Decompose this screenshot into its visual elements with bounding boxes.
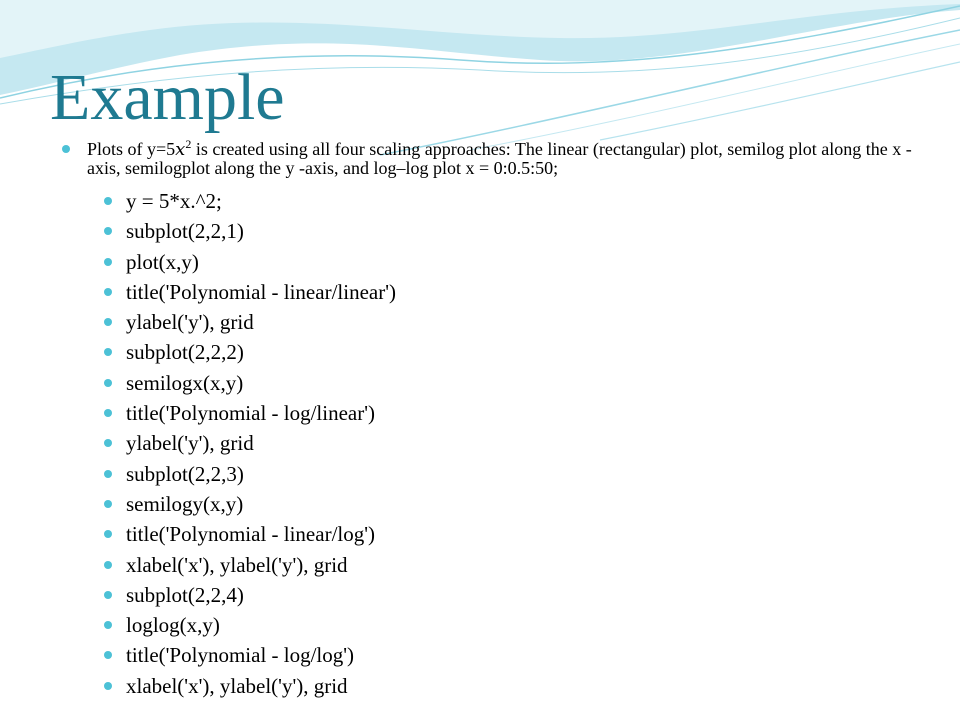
bullet-icon <box>104 682 112 690</box>
code-line: subplot(2,2,3) <box>126 461 244 486</box>
bullet-icon <box>104 651 112 659</box>
bullet-icon <box>104 621 112 629</box>
code-line: xlabel('x'), ylabel('y'), grid <box>126 552 348 577</box>
bullet-icon <box>104 561 112 569</box>
code-line: loglog(x,y) <box>126 613 220 638</box>
code-line: semilogx(x,y) <box>126 370 244 395</box>
list-item <box>104 580 396 610</box>
code-line: xlabel('x'), ylabel('y'), grid <box>126 673 348 698</box>
bullet-icon <box>104 530 112 538</box>
code-line: ylabel('y'), grid <box>126 431 254 456</box>
list-item <box>104 398 396 428</box>
code-line: subplot(2,2,2) <box>126 340 244 365</box>
list-item <box>104 459 396 489</box>
code-line: title('Polynomial - linear/linear') <box>126 279 396 304</box>
code-list <box>104 186 396 701</box>
list-item <box>104 550 396 580</box>
list-item <box>104 307 396 337</box>
code-line: plot(x,y) <box>126 249 199 274</box>
code-line: ylabel('y'), grid <box>126 310 254 335</box>
list-item <box>104 519 396 549</box>
intro-exponent: 2 <box>185 137 192 151</box>
bullet-icon <box>104 439 112 447</box>
code-line: subplot(2,2,4) <box>126 582 244 607</box>
list-item <box>104 671 396 701</box>
bullet-icon <box>104 258 112 266</box>
intro-text-after: is created using all four scaling approaches: The linear (rectangular) plot, semilog plot along the x -axis, semilogplot along the y -axis, and log–log plot x = 0:0.5:50; <box>87 139 912 178</box>
bullet-icon <box>104 500 112 508</box>
list-item <box>104 216 396 246</box>
list-item <box>104 337 396 367</box>
list-item <box>104 186 396 216</box>
list-item <box>104 610 396 640</box>
bullet-icon <box>104 348 112 356</box>
code-line: title('Polynomial - linear/log') <box>126 522 376 547</box>
slide-title: Example <box>50 61 285 134</box>
bullet-icon <box>104 409 112 417</box>
intro-text-before: Plots of y=5 <box>87 139 176 159</box>
bullet-icon <box>104 288 112 296</box>
intro-paragraph <box>62 137 922 178</box>
bullet-icon <box>104 379 112 387</box>
bullet-icon <box>104 318 112 326</box>
list-item <box>104 277 396 307</box>
code-line: title('Polynomial - log/linear') <box>126 401 376 426</box>
intro-variable: x <box>175 139 186 160</box>
list-item <box>104 640 396 670</box>
bullet-icon <box>104 591 112 599</box>
code-line: y = 5*x.^2; <box>126 189 222 213</box>
code-line: semilogy(x,y) <box>126 491 244 516</box>
list-item <box>104 489 396 519</box>
code-line: title('Polynomial - log/log') <box>126 643 355 668</box>
code-line: subplot(2,2,1) <box>126 219 244 244</box>
bullet-icon <box>62 145 70 153</box>
list-item <box>104 368 396 398</box>
intro-text <box>87 137 922 178</box>
bullet-icon <box>104 227 112 235</box>
list-item <box>104 247 396 277</box>
bullet-icon <box>104 197 112 205</box>
list-item <box>104 428 396 458</box>
bullet-icon <box>104 470 112 478</box>
